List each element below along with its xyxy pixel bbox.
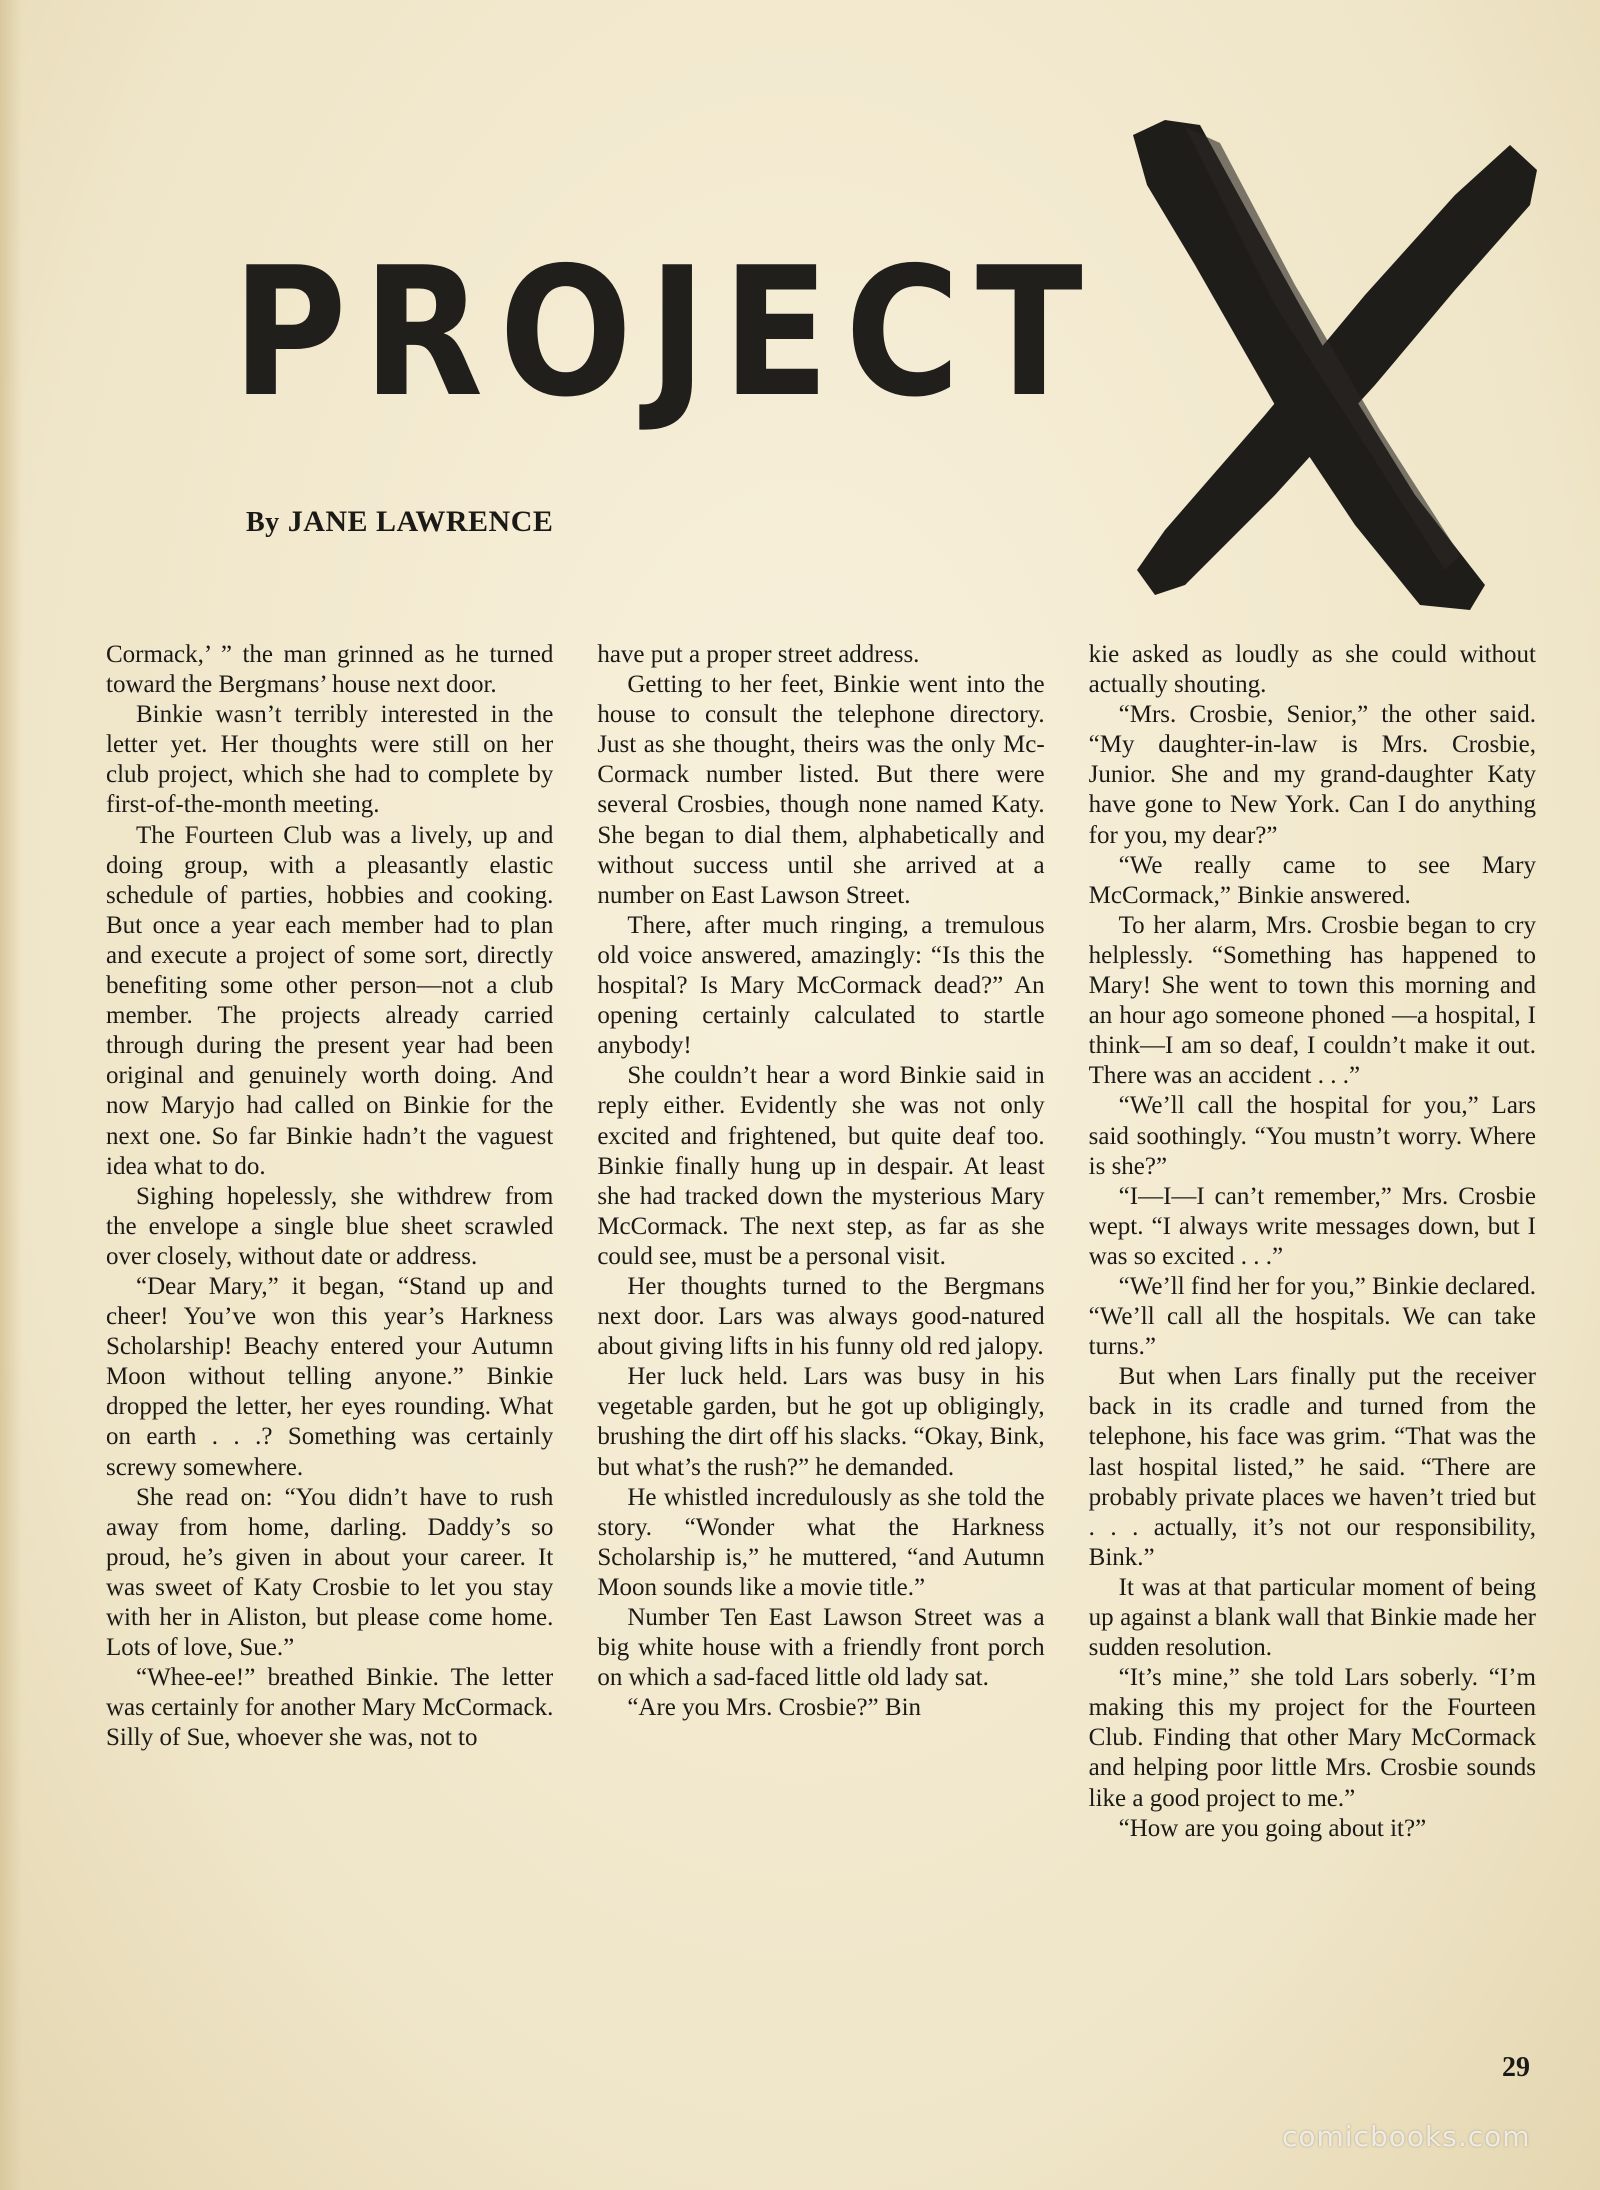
byline-author: JANE LAWRENCE [287,505,554,538]
paragraph: “Whee-ee!” breathed Binkie. The letter was certainly for another Mary McCormack. Silly of Sue, whoever she was, not to [106,1664,554,1752]
title-letter: R [362,229,500,436]
paragraph: She read on: “You didn’t have to rush away from home, darling. Daddy’s so proud, he’s given in about your career. It was sweet of Katy Crosbie to let you stay with her in Aliston, but please come home. Lots of love, Sue.” [106,1483,554,1662]
paragraph: There, after much ringing, a tremulous old voice answered, amazingly: “Is this the hospital? Is Mary McCormack dead?” An opening certainly calculated to startle anybody! [597,911,1045,1060]
paragraph: “I—I—I can’t remember,” Mrs. Crosbie wept. “I always write messages down, but I was so excited . . .” [1088,1182,1536,1270]
title-letter: J [648,229,723,436]
brush-x-graphic [1125,115,1545,615]
paragraph: Cormack,’ ” the man grinned as he turned toward the Bergmans’ house next door. [106,641,554,699]
paragraph: “We’ll find her for you,” Binkie declared. “We’ll call all the hospitals. We can take turns.” [1088,1272,1536,1361]
text-column-3 [1089,640,1536,2040]
page-edge [0,0,22,2190]
article-body [106,640,1536,2040]
paragraph: “It’s mine,” she told Lars soberly. “I’m making this my project for the Fourteen Club. Finding that other Mary McCormack and helping poor little Mrs. Crosbie sounds like a good project to me.” [1088,1664,1536,1812]
byline [246,505,553,539]
paragraph: It was at that particular moment of being up against a blank wall that Binkie made her sudden resolution. [1088,1573,1536,1662]
watermark: comicbooks.com [1282,2120,1531,2153]
text-column-2 [597,640,1044,2040]
paragraph: “How are you going about it?” [1118,1814,1427,1842]
article-title [232,229,1099,436]
byline-prefix: By [246,507,280,538]
paragraph: “Dear Mary,” it began, “Stand up and cheer! You’ve won this year’s Harkness Scholarship! Beachy entered your Autumn Moon without telling anyone.” Binkie dropped the letter, her eyes rounding. What on earth . . .? Something was certainly screwy somewhere. [106,1272,554,1481]
paragraph: She couldn’t hear a word Binkie said in reply either. Evidently she was not only excited and frightened, but quite deaf too. Binkie finally hung up in despair. At least she had tracked down the mysterious Mary McCormack. The next step, as far as she could see, must be a personal visit. [597,1062,1045,1270]
paragraph: Binkie wasn’t terribly interested in the letter yet. Her thoughts were still on her club project, which she had to complete by first-of-the-month meeting. [106,701,554,819]
paragraph: Her luck held. Lars was busy in his vegetable garden, but he got up obligingly, brushing the dirt off his slacks. “Okay, Bink, but what’s the rush?” he demanded. [597,1363,1045,1481]
paragraph: To her alarm, Mrs. Crosbie began to cry helplessly. “Something has happened to Mary! She went to town this morning and an hour ago someone phoned —a hospital, I think—I am so deaf, I couldn’t make it out. There was an accident . . .” [1088,911,1536,1090]
paragraph: Her thoughts turned to the Bergmans next door. Lars was always good-natured about giving lifts in his funny old red jalopy. [597,1272,1045,1361]
text-column-1 [106,640,553,2040]
paragraph: “Are you Mrs. Crosbie?” Bin [627,1694,922,1722]
paragraph: The Fourteen Club was a lively, up and doing group, with a pleasantly elastic schedule of parties, hobbies and cooking. But once a year each member had to plan and execute a project of some sort, directly benefiting some other person—not a club member. The projects already carried through during the present year had been original and genuinely worth doing. And now Maryjo had called on Binkie for the next one. So far Binkie hadn’t the vaguest idea what to do. [106,821,554,1180]
paragraph: Number Ten East Lawson Street was a big white house with a friendly front porch on which a sad-faced little old lady sat. [597,1604,1045,1692]
paragraph: have put a proper street address. [597,641,920,668]
title-letter: E [722,229,846,436]
paragraph: “Mrs. Crosbie, Senior,” the other said. “My daughter-in-law is Mrs. Crosbie, Junior. She and my grand-daughter Katy have gone to New York. Can I do anything for you, my dear?” [1088,701,1536,849]
paragraph: kie asked as loudly as she could without actually shouting. [1088,641,1536,699]
page-number: 29 [1502,2052,1530,2083]
paragraph: Getting to her feet, Binkie went into the house to consult the telephone directory. Just as she thought, theirs was the only McCormack number listed. But there were several Crosbies, though none named Katy. She began to dial them, alphabetically and without success until she arrived at a number on East Lawson Street. [597,671,1045,909]
paragraph: But when Lars finally put the receiver back in its cradle and turned from the telephone, his face was grim. “That was the last hospital listed,” he said. “There are probably private places we haven’t tried but . . . actually, it’s not our responsibility, Bink.” [1088,1363,1536,1571]
title-letter: O [499,229,649,436]
paragraph: Sighing hopelessly, she withdrew from the envelope a single blue sheet scrawled over closely, without date or address. [106,1182,554,1270]
paragraph: “We really came to see Mary McCormack,” Binkie answered. [1088,851,1536,909]
title-letter: P [232,229,363,436]
paragraph: “We’ll call the hospital for you,” Lars said soothingly. “You mustn’t worry. Where is she?” [1088,1092,1536,1180]
title-letter: T [975,229,1099,436]
title-letter: C [845,229,976,436]
paragraph: He whistled incredulously as she told the story. “Wonder what the Harkness Scholarship is,” he muttered, “and Autumn Moon sounds like a movie title.” [597,1483,1045,1601]
